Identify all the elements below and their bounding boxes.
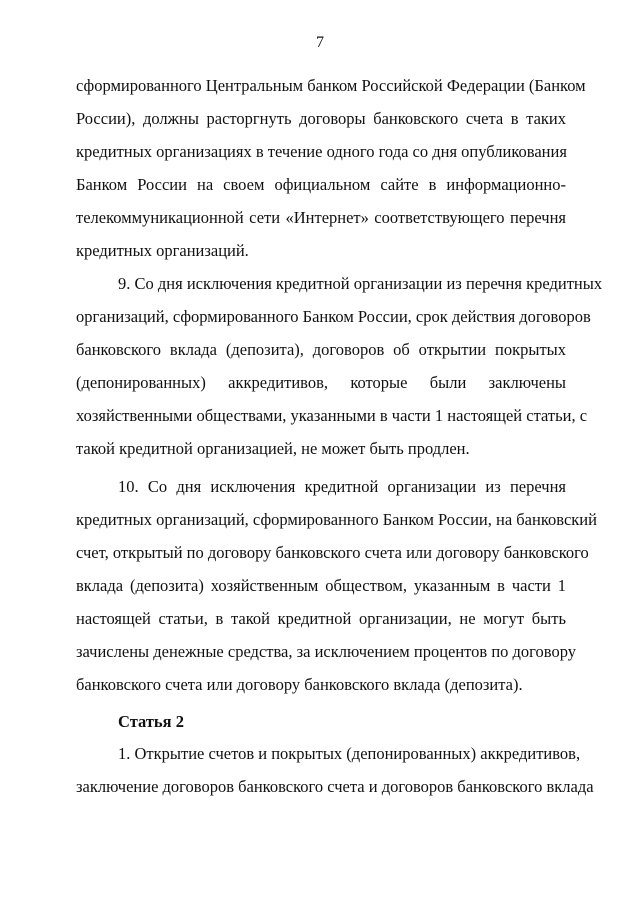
text-line: телекоммуникационной сети «Интернет» соответствующего перечня: [76, 208, 566, 227]
text-line: кредитных организаций.: [76, 241, 249, 260]
text-line: зачислены денежные средства, за исключением процентов по договору: [76, 642, 577, 661]
text-line: банковского вклада (депозита), договоров об открытии покрытых: [76, 340, 566, 359]
text-line: (депонированных) аккредитивов, которые были заключены: [76, 373, 566, 392]
text-line: России), должны расторгнуть договоры банковского счета в таких: [76, 109, 566, 128]
text-line: кредитных организациях в течение одного года со дня опубликования: [76, 142, 567, 161]
text-line: заключение договоров банковского счета и договоров банковского вклада: [76, 777, 594, 796]
page-number: 7: [316, 34, 324, 51]
text-line: 9. Со дня исключения кредитной организации из перечня кредитных: [118, 274, 603, 293]
text-line: хозяйственными обществами, указанными в части 1 настоящей статьи, с: [76, 406, 588, 425]
article-heading: Статья 2: [118, 712, 184, 731]
text-line: 10. Со дня исключения кредитной организации из перечня: [118, 477, 566, 496]
text-line: организаций, сформированного Банком России, срок действия договоров: [76, 307, 591, 326]
text-line: кредитных организаций, сформированного Банком России, на банковский: [76, 510, 597, 529]
text-line: счет, открытый по договору банковского счета или договору банковского: [76, 543, 589, 562]
text-line: настоящей статьи, в такой кредитной организации, не могут быть: [76, 609, 566, 628]
text-line: банковского счета или договору банковского вклада (депозита).: [76, 675, 523, 694]
text-line: 1. Открытие счетов и покрытых (депонированных) аккредитивов,: [118, 744, 581, 763]
text-line: такой кредитной организацией, не может быть продлен.: [76, 439, 470, 458]
text-line: Банком России на своем официальном сайте в информационно-: [76, 175, 566, 194]
text-line: сформированного Центральным банком Российской Федерации (Банком: [76, 76, 586, 95]
text-line: вклада (депозита) хозяйственным обществом, указанным в части 1: [76, 576, 566, 595]
